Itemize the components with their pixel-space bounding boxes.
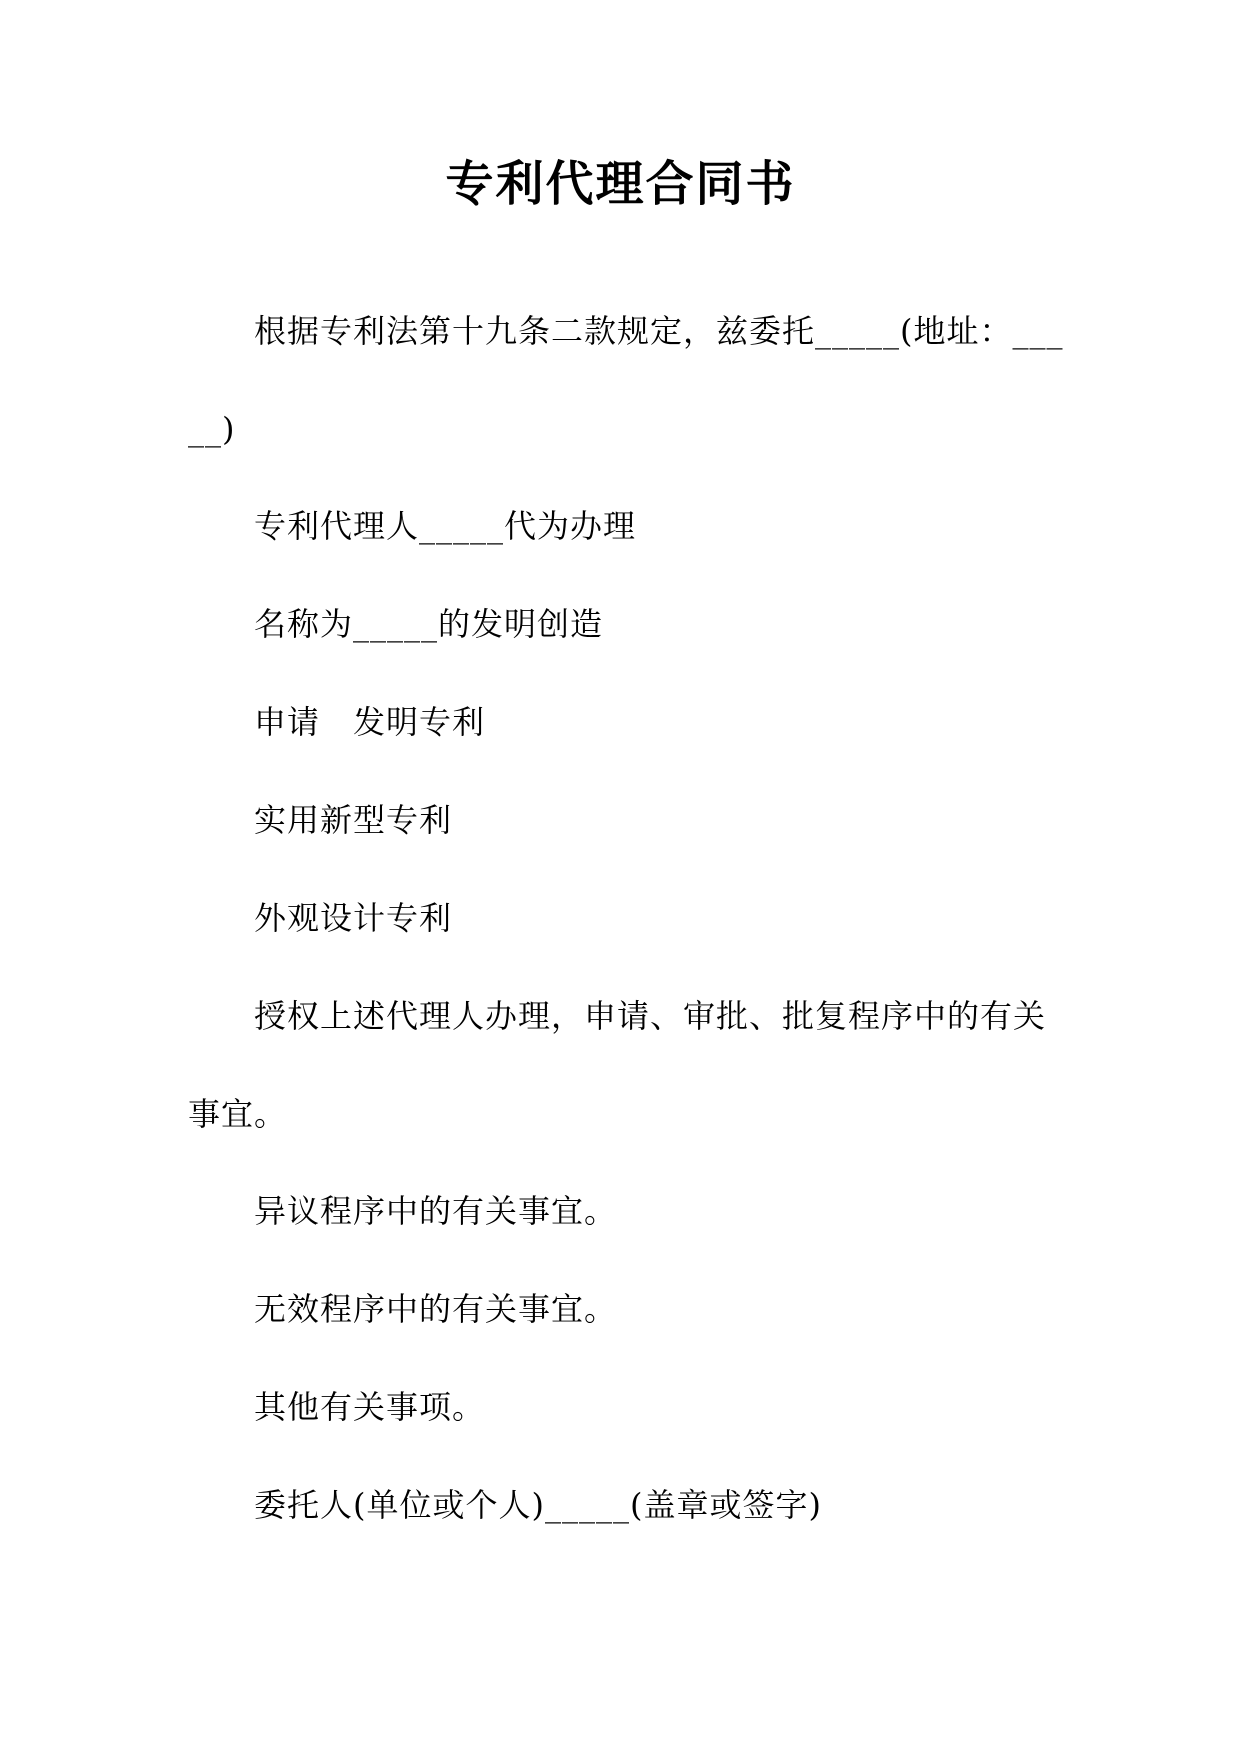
paragraph-entrust-clause: 根据专利法第十九条二款规定，兹委托_____(地址：_____) (188, 312, 1064, 448)
paragraph-invalidation-procedure: 无效程序中的有关事宜。 (254, 1290, 618, 1328)
paragraph-utility-model-patent: 实用新型专利 (254, 801, 453, 839)
paragraph-design-patent: 外观设计专利 (254, 899, 453, 937)
document-title: 专利代理合同书 (445, 156, 796, 212)
paragraph-apply-invention-patent: 申请 发明专利 (254, 703, 486, 741)
paragraph-patent-agent: 专利代理人_____代为办理 (254, 507, 637, 545)
paragraph-invention-name: 名称为_____的发明创造 (254, 605, 604, 643)
paragraph-principal-signature: 委托人(单位或个人)_____(盖章或签字) (254, 1486, 822, 1524)
paragraph-other-matters: 其他有关事项。 (254, 1388, 486, 1426)
paragraph-authorization: 授权上述代理人办理，申请、审批、批复程序中的有关事宜。 (188, 997, 1047, 1133)
paragraph-opposition-procedure: 异议程序中的有关事宜。 (254, 1192, 618, 1230)
